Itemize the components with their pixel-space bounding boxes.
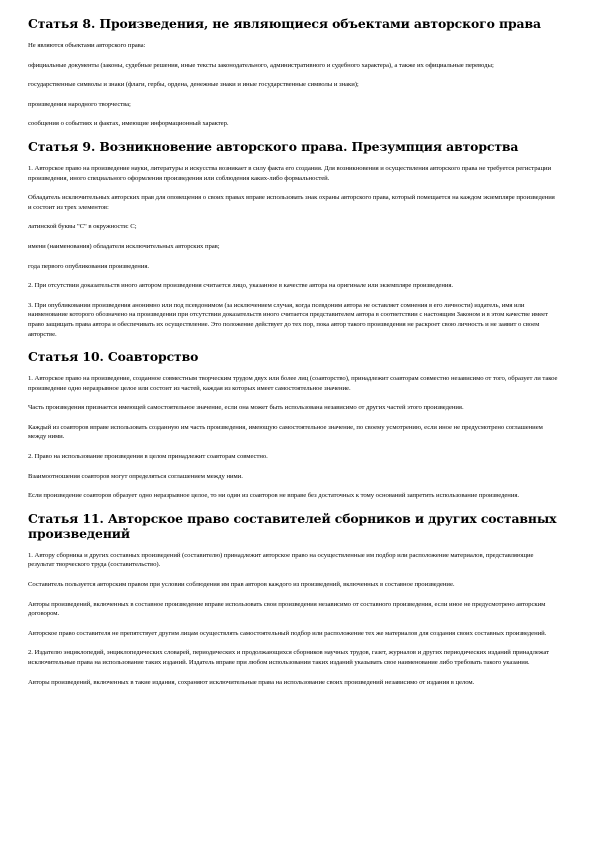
paragraph: 1. Авторское право на произведение науки, литературы и искусства возникает в силу факта его создания. Для возникновения и осуществления авторского права не требуется регистрации произведения, иного специального оформления произведения или соблюдения каких-либо формальностей. <box>28 164 552 182</box>
article-10 <box>28 349 559 501</box>
paragraph: сообщения о событиях и фактах, имеющие информационный характер. <box>28 120 229 128</box>
paragraph: Взаимоотношения соавторов могут определяться соглашением между ними. <box>28 472 243 480</box>
paragraph: Не являются объектами авторского права: <box>28 42 146 49</box>
paragraph: 2. Издателю энциклопедий, энциклопедических словарей, периодических и продолжающихся сборников научных трудов, газет, журналов и других периодических изданий принадлежат исключительные права на использование таких изданий. Издатель вправе при любом использовании таких изданий указывать свое наименование либо требовать такого указания. <box>28 649 549 666</box>
paragraph: Авторское право составителя не препятствует другим лицам осуществлять самостоятельный подбор или расположение тех же материалов для создания своих составных произведений. <box>28 629 547 637</box>
article-8-heading: Статья 8. Произведения, не являющиеся объектами авторского права <box>28 16 541 31</box>
paragraph: Каждый из соавторов вправе использовать созданную им часть произведения, имеющую самостоятельное значение, по своему усмотрению, если иное не предусмотрено соглашением между ними. <box>28 423 543 441</box>
article-9 <box>28 139 559 339</box>
paragraph: официальные документы (законы, судебные решения, иные тексты законодательного, административного и судебного характера), а также их официальные переводы; <box>28 61 494 69</box>
paragraph: Обладатель исключительных авторских прав для оповещения о своих правах вправе использовать знак охраны авторского права, который помещается на каждом экземпляре произведения и состоит из трех элементов: <box>28 194 555 211</box>
paragraph: года первого опубликования произведения. <box>28 262 149 270</box>
paragraph: произведения народного творчества; <box>28 100 131 108</box>
paragraph: 2. Право на использование произведения в целом принадлежит соавторам совместно. <box>28 453 268 461</box>
paragraph: Составитель пользуется авторским правом при условии соблюдения им прав авторов каждого из произведений, включенных в составное произведение. <box>28 581 455 589</box>
paragraph: Авторы произведений, включенных в такие издания, сохраняют исключительные права на использование своих произведений независимо от издания в целом. <box>28 678 475 686</box>
paragraph: Если произведение соавторов образует одно неразрывное целое, то ни один из соавторов не вправе без достаточных к тому оснований запретить использование произведения. <box>28 492 519 500</box>
paragraph: 2. При отсутствии доказательств иного автором произведения считается лицо, указанное в качестве автора на оригинале или экземпляре произведения. <box>28 282 454 290</box>
article-9-heading: Статья 9. Возникновение авторского права. Презумпция авторства <box>28 138 519 154</box>
article-8 <box>28 16 559 129</box>
paragraph: государственные символы и знаки (флаги, гербы, ордена, денежные знаки и иные государственные символы и знаки); <box>28 81 359 89</box>
paragraph: 1. Авторское право на произведение, созданное совместным творческим трудом двух или более лиц (соавторство), принадлежит соавторам совместно независимо от того, образует ли такое произведение одно неразрывное целое или состоит из частей, каждая из которых имеет самостоятельное значение. <box>28 375 558 392</box>
paragraph: 1. Автору сборника и других составных произведений (составителю) принадлежит авторское право на осуществленные им подбор или расположение материалов, представляющие результат творческого труда (составительство). <box>28 551 534 569</box>
article-10-heading: Статья 10. Соавторство <box>28 349 199 365</box>
paragraph: латинской буквы "C" в окружности: C; <box>28 223 137 231</box>
paragraph: Авторы произведений, включенных в составное произведение вправе использовать свои произведения независимо от составного произведения, если иное не предусмотрено авторским договором. <box>28 600 546 618</box>
article-11 <box>28 511 559 687</box>
paragraph: имени (наименования) обладателя исключительных авторских прав; <box>28 242 220 250</box>
article-11-heading: Статья 11. Авторское право составителей сборников и других составных произведений <box>28 510 557 541</box>
paragraph: Часть произведения признается имеющей самостоятельное значение, если она может быть использована независимо от других частей этого произведения. <box>28 404 464 412</box>
paragraph: 3. При опубликовании произведения анонимно или под псевдонимом (за исключением случая, когда псевдоним автора не оставляет сомнения в его личности) издатель, имя или наименование которого обозначено на произведении при отсутствии доказательств иного считается представителем автора в соответствии с настоящим Законом и в этом качестве имеет право защищать права автора и обеспечивать их осуществление. Это положение действует до тех пор, пока автор такого произведения не раскроет свою личность и не заявит о своем авторстве. <box>28 301 548 338</box>
